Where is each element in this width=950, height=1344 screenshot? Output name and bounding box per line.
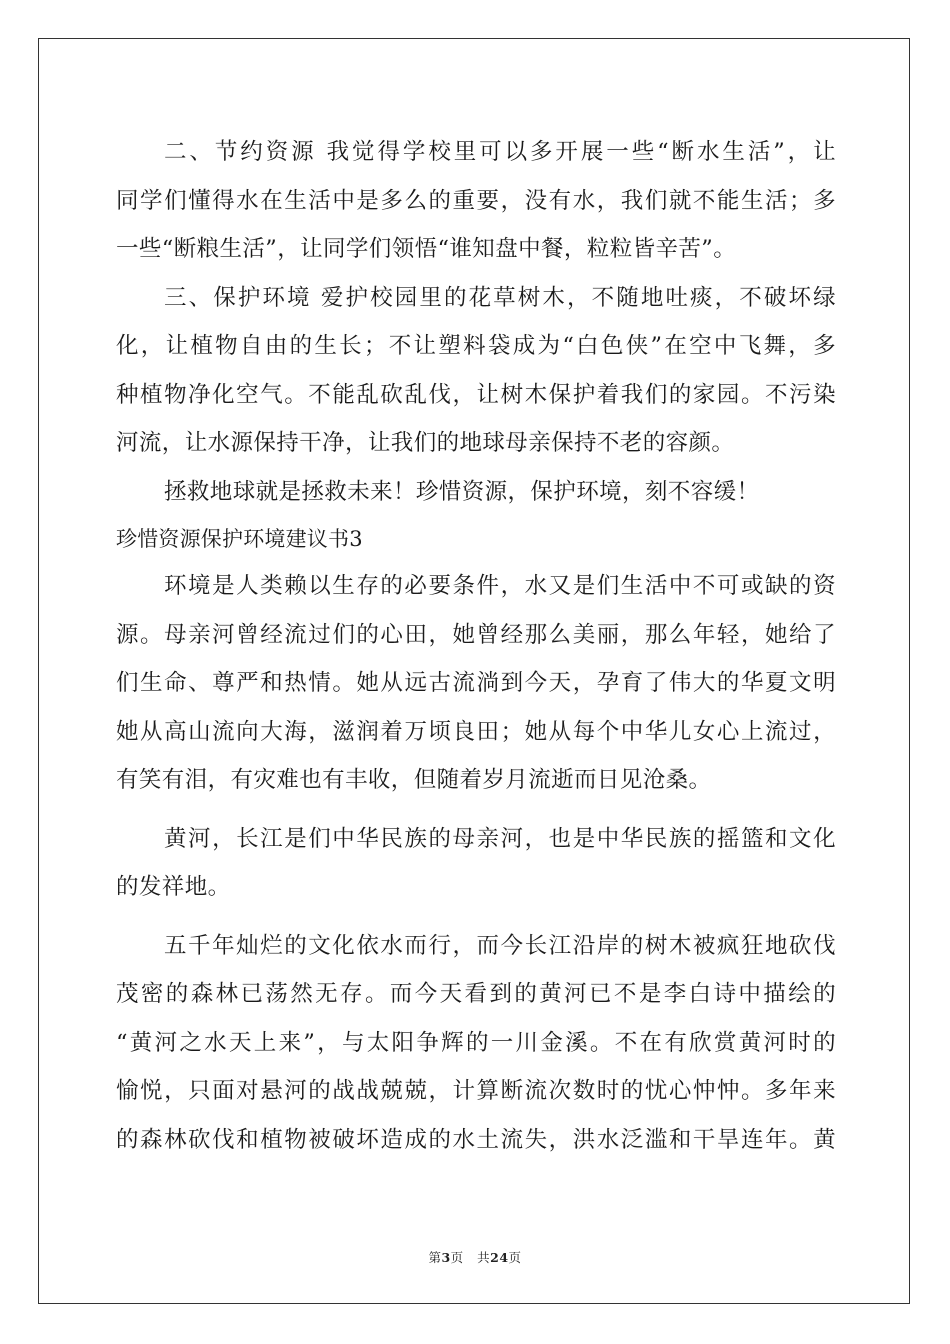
text-line: 五千年灿烂的文化依水而行，而今长江沿岸的树木被疯狂地砍伐 [164,932,836,959]
total-prefix: 共 [477,1250,491,1265]
text-line: 二、节约资源 我觉得学校里可以多开展一些“断水生活”，让 [164,139,836,165]
page-number: 3 [441,1250,451,1265]
document-body [116,128,836,1164]
text-line: 同学们懂得水在生活中是多么的重要，没有水，我们就不能生活；多 [116,187,836,214]
text-line: 一些“断粮生活”，让同学们领悟“谁知盘中餐，粒粒皆辛苦”。 [116,236,737,262]
page-suffix: 页 [450,1250,464,1265]
text-line: 们生命、尊严和热情。她从远古流淌到今天，孕育了伟大的华夏文明 [116,670,836,696]
paragraph-save-earth [116,468,836,517]
total-suffix: 页 [508,1250,522,1265]
text-line: 三、保护环境 爱护校园里的花草树木，不随地吐痰，不破坏绿 [164,284,836,311]
text-line: 种植物净化空气。不能乱砍乱伐，让树木保护着我们的家园。不污染 [116,381,836,408]
page-prefix: 第 [428,1250,442,1265]
text-line: 她从高山流向大海，滋润着万顷良田；她从每个中华儿女心上流过， [116,718,836,745]
paragraph-protect-environment [116,274,836,468]
text-line: “黄河之水天上来”，与太阳争辉的一川金溪。不在有欣赏黄河时的 [116,1029,836,1056]
paragraph-save-resources [116,128,836,274]
paragraph-environment-water [116,562,836,805]
text-line: 的发祥地。 [116,874,231,900]
text-line: 环境是人类赖以生存的必要条件，水又是们生活中不可或缺的资 [164,573,836,599]
text-line: 的森林砍伐和植物被破坏造成的水土流失，洪水泛滥和干旱连年。黄 [116,1126,836,1153]
text-line: 愉悦，只面对悬河的战战兢兢，计算断流次数时的忧心忡忡。多年来 [116,1078,836,1104]
page-footer [0,1248,950,1266]
text-line: 源。母亲河曾经流过们的心田，她曾经那么美丽，那么年轻，她给了 [116,621,836,648]
text-line: 茂密的森林已荡然无存。而今天看到的黄河已不是李白诗中描绘的 [116,981,836,1007]
paragraph-five-thousand-years [116,922,836,1165]
total-pages: 24 [490,1250,509,1265]
text-line: 化，让植物自由的生长；不让塑料袋成为“白色侠”在空中飞舞，多 [116,333,836,359]
paragraph-mother-rivers [116,815,836,912]
text-line: 拯救地球就是拯救未来！珍惜资源，保护环境，刻不容缓！ [164,478,760,505]
text-line: 有笑有泪，有灾难也有丰收，但随着岁月流逝而日见沧桑。 [116,767,712,793]
text-line: 黄河，长江是们中华民族的母亲河，也是中华民族的摇篮和文化 [164,825,836,852]
text-line: 河流，让水源保持干净，让我们的地球母亲保持不老的容颜。 [116,430,735,456]
section-heading: 珍惜资源保护环境建议书3 [116,527,363,551]
